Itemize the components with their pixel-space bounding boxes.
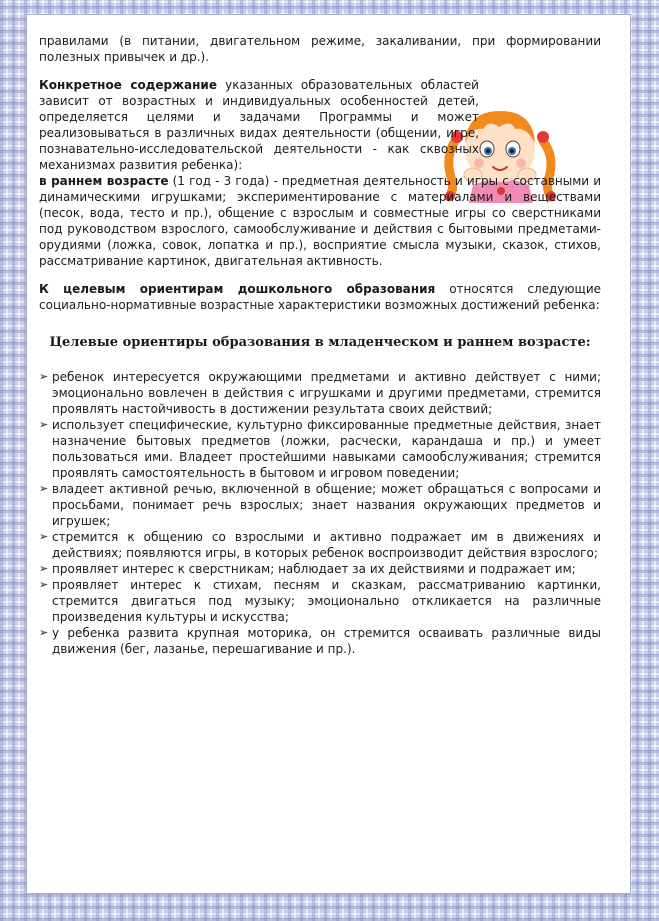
list-item <box>39 369 601 417</box>
early-age-text: (1 год - 3 года) - предметная деятельность и игры с составными и динамическими игрушками; экспериментирование с материалами и веществами (песок, вода, тесто и пр.), общение с взрослым и совместные игры со сверстниками под руководством взрослого, самообслуживание и действия с бытовыми предметами-орудиями (ложка, совок, лопатка и пр.), восприятие смысла музыки, сказок, стихов, рассматривание картинок, двигательная активность. <box>39 174 602 268</box>
list-item <box>39 417 601 481</box>
arrow-bullet-icon: ➢ <box>39 578 49 591</box>
list-item <box>39 529 601 561</box>
arrow-bullet-icon: ➢ <box>39 418 49 431</box>
list-item-text: использует специфические, культурно фиксированные предметные действия, знает назначение бытовых предметов (ложки, расчески, карандаша и пр.) и умеет пользоваться ими. Владеет простейшими навыками самообслуживания; стремится проявлять самостоятельность в бытовом и игровом поведении; <box>52 418 601 480</box>
document-content <box>39 33 601 657</box>
content-bold-lead: Конкретное содержание <box>39 78 217 92</box>
list-item <box>39 577 601 625</box>
arrow-bullet-icon: ➢ <box>39 530 49 543</box>
arrow-bullet-icon: ➢ <box>39 626 49 639</box>
content-text: указанных образовательных областей зависит от возрастных и индивидуальных особенностей детей, определяется целями и задачами Программы и может реализовываться в различных видах деятельности (общении, игре, познавательно-исследовательской деятельности - как сквозных механизмах развития ребенка): <box>39 78 479 172</box>
content-paragraph <box>39 77 479 173</box>
early-age-paragraph <box>39 173 601 269</box>
section-heading: Целевые ориентиры образования в младенческом и раннем возрасте: <box>49 335 591 350</box>
arrow-bullet-icon: ➢ <box>39 482 49 495</box>
list-item-text: проявляет интерес к стихам, песням и сказкам, рассматриванию картинки, стремится двигаться под музыку; эмоционально откликается на различные произведения культуры и искусства; <box>52 578 601 624</box>
goals-list <box>39 369 601 657</box>
list-item <box>39 481 601 529</box>
early-age-bold-lead: в раннем возрасте <box>39 174 169 188</box>
arrow-bullet-icon: ➢ <box>39 370 49 383</box>
arrow-bullet-icon: ➢ <box>39 562 49 575</box>
list-item-text: владеет активной речью, включенной в общение; может обращаться с вопросами и просьбами, понимает речь взрослых; знает названия окружающих предметов и игрушек; <box>52 482 601 528</box>
list-item-text: ребенок интересуется окружающими предметами и активно действует с ними; эмоционально вовлечен в действия с игрушками и другими предметами, стремится проявлять настойчивость в достижении результата своих действий; <box>52 370 601 416</box>
list-item-text: у ребенка развита крупная моторика, он стремится осваивать различные виды движения (бег, лазанье, перешагивание и пр.). <box>52 626 601 656</box>
targets-paragraph <box>39 281 601 313</box>
list-item-text: стремится к общению со взрослыми и активно подражает им в движениях и действиях; появляются игры, в которых ребенок воспроизводит действия взрослого; <box>52 530 601 560</box>
targets-bold-lead: К целевым ориентирам дошкольного образования <box>39 282 436 296</box>
list-item-text: проявляет интерес к сверстникам; наблюдает за их действиями и подражает им; <box>52 562 576 576</box>
targets-text: относятся следующие социально-нормативные возрастные характеристики возможных достижений ребенка: <box>39 282 601 312</box>
list-item <box>39 625 601 657</box>
intro-end-paragraph: правилами (в питании, двигательном режиме, закаливании, при формировании полезных привычек и др.). <box>39 34 601 64</box>
list-item <box>39 561 601 577</box>
